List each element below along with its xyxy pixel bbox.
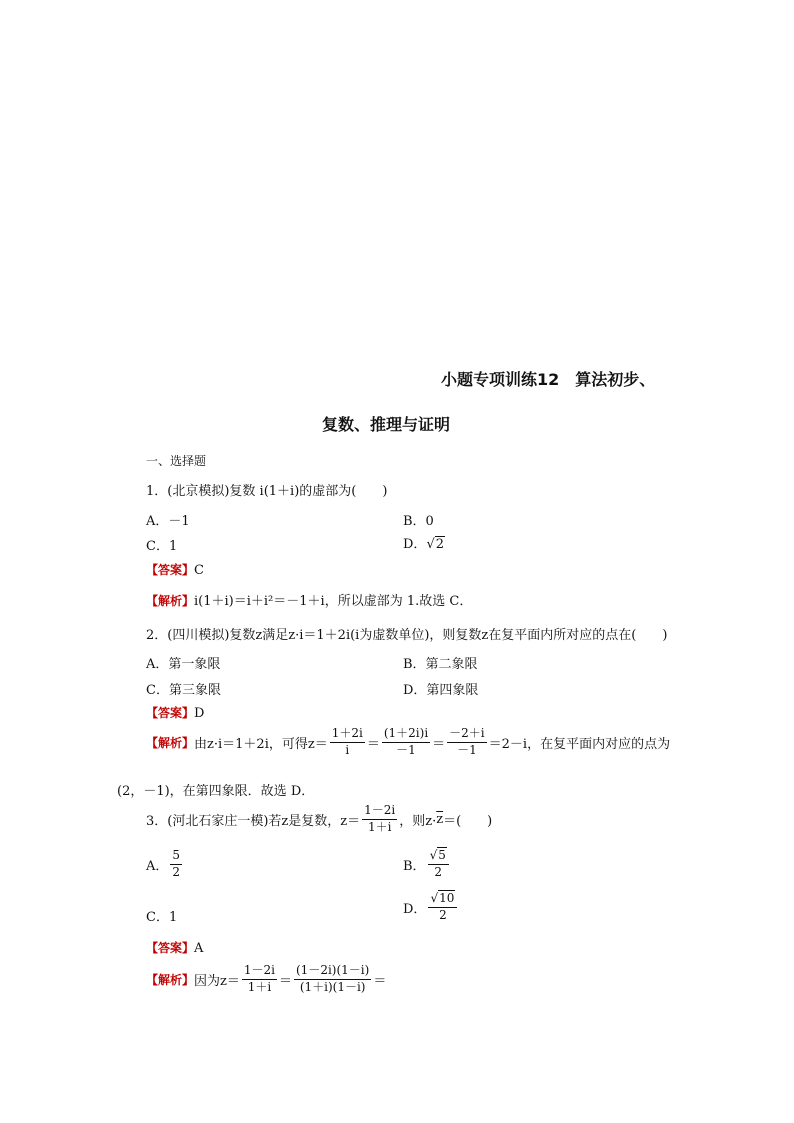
- q3-stem: [146, 804, 492, 835]
- q3-analysis: [146, 964, 386, 995]
- answer-label: 【答案】: [146, 941, 195, 955]
- q3-answer-value: A: [194, 941, 204, 956]
- fraction-denominator: 2: [172, 864, 181, 879]
- fraction-denominator: －1: [457, 742, 477, 757]
- equals-sign: ＝: [366, 736, 380, 752]
- page-title-line1: 小题专项训练12 算法初步、: [441, 370, 656, 389]
- q2-fraction-3: [447, 727, 486, 758]
- q1-option-d-prefix: D．: [403, 537, 427, 552]
- q3-option-a: [146, 849, 184, 880]
- radicand: 5: [438, 848, 446, 862]
- fraction-numerator: [428, 849, 449, 865]
- fraction-numerator: 1－2i: [362, 804, 397, 820]
- analysis-label: 【解析】: [146, 972, 195, 987]
- q1-stem: 1．(北京模拟)复数 i(1＋i)的虚部为( ): [146, 484, 388, 499]
- q2-fraction-2: [382, 727, 430, 758]
- fraction-denominator: 1＋i: [367, 819, 392, 834]
- analysis-label: 【解析】: [146, 735, 195, 750]
- q3-analysis-fraction-2: [294, 964, 371, 995]
- page-title-line2: 复数、推理与证明: [322, 415, 451, 434]
- radicand: 10: [439, 891, 455, 905]
- option-prefix: D．: [403, 901, 427, 917]
- q2-analysis-line2: (2，－1)，在第四象限．故选 D．: [117, 784, 315, 799]
- q2-analysis-pre: 由z·i＝1＋2i，可得z＝: [194, 736, 328, 752]
- fraction-denominator: －1: [396, 742, 416, 757]
- q3-analysis-pre: 因为z＝: [194, 973, 240, 989]
- q3-option-c: C．1: [146, 910, 178, 925]
- q3-stem-end: ＝( ): [443, 813, 493, 829]
- q1-analysis: [146, 590, 472, 609]
- q1-option-a: A．－1: [146, 514, 190, 529]
- fraction-numerator: (1－2i)(1－i): [294, 964, 371, 980]
- analysis-label: 【解析】: [146, 594, 195, 608]
- equals-sign: ＝: [373, 973, 387, 989]
- q3-stem-post: ，则z·: [399, 813, 437, 829]
- q1-answer-value: C: [194, 563, 204, 578]
- q1-answer: [146, 561, 204, 578]
- q1-option-d: [403, 533, 445, 552]
- fraction-denominator: i: [345, 742, 350, 757]
- q1-option-c: C．1: [146, 539, 178, 554]
- fraction-denominator: 2: [434, 864, 443, 879]
- q3-option-a-fraction: [170, 849, 182, 880]
- sqrt-symbol: √5: [429, 848, 446, 862]
- q3-option-d-fraction: [428, 892, 457, 923]
- fraction-denominator: 1＋i: [247, 979, 272, 994]
- fraction-numerator: [428, 892, 457, 908]
- equals-sign: ＝: [432, 736, 446, 752]
- q3-option-b: [403, 849, 451, 880]
- q3-answer: [146, 939, 203, 956]
- q3-option-d: [403, 892, 459, 923]
- q2-answer-value: D: [194, 706, 205, 721]
- option-prefix: A．: [146, 858, 169, 874]
- equals-sign: ＝: [278, 973, 292, 989]
- q2-answer: [146, 704, 204, 721]
- q3-option-b-fraction: [428, 849, 449, 880]
- fraction-numerator: (1＋2i)i: [382, 727, 430, 743]
- q1-option-d-radicand: 2: [435, 537, 445, 552]
- q3-stem-conjugate: $\overline{z}$: [436, 811, 444, 827]
- section-heading: 一、选择题: [146, 454, 207, 468]
- q2-option-d: D．第四象限: [403, 683, 479, 698]
- q2-option-c: C．第三象限: [146, 683, 221, 698]
- q2-option-b: B．第二象限: [403, 657, 478, 672]
- sqrt-symbol: √2: [426, 537, 445, 552]
- fraction-numerator: 5: [170, 849, 182, 865]
- q2-option-a: A．第一象限: [146, 657, 221, 672]
- answer-label: 【答案】: [146, 706, 195, 720]
- q1-option-b: B．0: [403, 514, 434, 529]
- q2-fraction-1: [330, 727, 365, 758]
- q3-stem-pre: 3．(河北石家庄一模)若z是复数，z＝: [146, 813, 361, 829]
- fraction-denominator: 2: [439, 907, 447, 922]
- answer-label: 【答案】: [146, 563, 195, 577]
- q2-stem: 2．(四川模拟)复数z满足z·i＝1＋2i(i为虚数单位)，则复数z在复平面内所对应的点在( ): [146, 628, 668, 643]
- q3-analysis-fraction-1: [242, 964, 277, 995]
- q1-analysis-text: i(1＋i)＝i＋i²＝－1＋i，所以虚部为 1.故选 C．: [194, 594, 473, 609]
- sqrt-symbol: √10: [430, 891, 455, 905]
- fraction-denominator: (1＋i)(1－i): [299, 979, 366, 994]
- q2-analysis-post: ＝2－i，在复平面内对应的点为: [488, 736, 671, 752]
- fraction-numerator: －2＋i: [447, 727, 486, 743]
- q3-stem-fraction: [362, 804, 397, 835]
- fraction-numerator: 1－2i: [242, 964, 277, 980]
- option-prefix: B．: [403, 858, 426, 874]
- q2-analysis: [146, 727, 670, 758]
- fraction-numerator: 1＋2i: [330, 727, 365, 743]
